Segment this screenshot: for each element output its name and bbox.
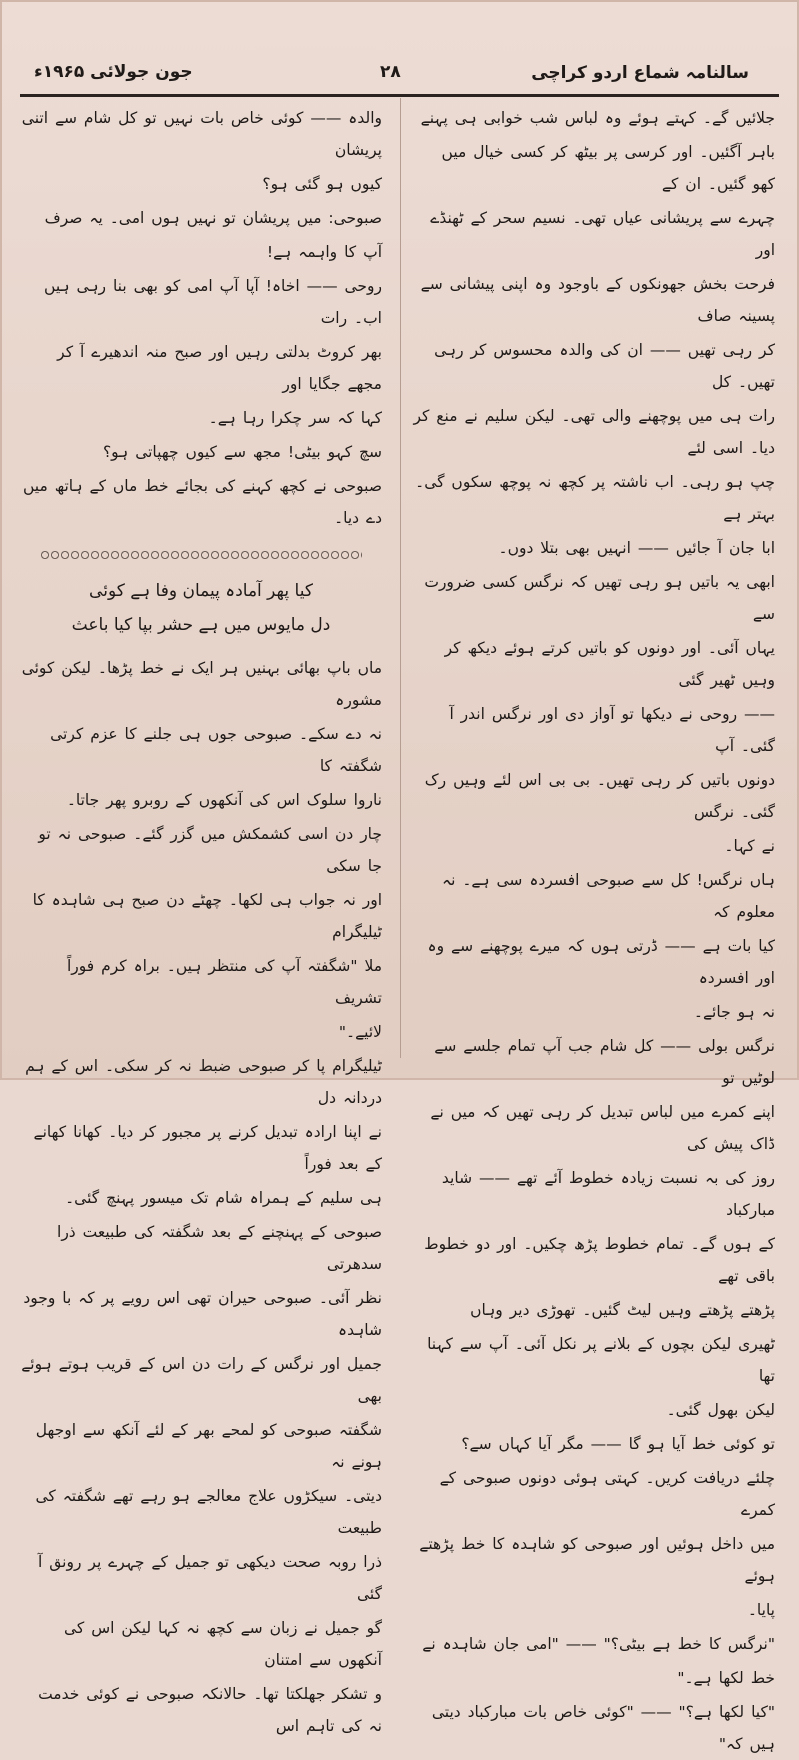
text-line: چار دن اسی کشمکش میں گزر گئے۔ صبوحی نہ تو جا سکی — [38, 825, 382, 875]
text-line: ذرا روبہ صحت دیکھی تو جمیل کے چہرے پر رونق آ گئی — [38, 1553, 382, 1603]
text-line: نرگس بولی —— کل شام جب آپ تمام جلسے سے لوٹیں تو — [434, 1037, 775, 1087]
left-top-text — [20, 102, 382, 534]
text-line: خط لکھا ہے۔" — [677, 1669, 775, 1687]
right-text-column — [413, 102, 775, 1753]
text-line: بھر کروٹ بدلتی رہیں اور صبح منہ اندھیرے آ کر مجھے جگایا اور — [57, 343, 382, 393]
text-line: ابا جان آ جائیں —— انہیں بھی بتلا دوں۔ — [498, 539, 775, 557]
text-line: روز کی بہ نسبت زیادہ خطوط آئے تھے —— شاید مبارکباد — [441, 1169, 775, 1219]
text-line: صبوحی نے کچھ کہنے کی بجائے خط ماں کے ہاتھ میں دے دیا۔ — [22, 477, 382, 527]
text-line: روحی —— اخاہ! آپا آپ امی کو بھی بنا رہی ہیں اب۔ رات — [44, 277, 382, 327]
left-text-column — [20, 102, 382, 1735]
text-line: ٹیلیگرام پا کر صبوحی ضبط نہ کر سکی۔ اس کے ہم دردانہ دل — [25, 1057, 382, 1107]
text-line: کر رہی تھیں —— ان کی والدہ محسوس کر رہی تھیں۔ کل — [434, 341, 775, 391]
text-line: سچ کہو بیٹی! مجھ سے کیوں چھپاتی ہو؟ — [102, 443, 382, 461]
text-line: والدہ —— کوئی خاص بات نہیں تو کل شام سے اتنی پریشان — [21, 109, 382, 159]
text-line: —— روحی نے دیکھا تو آواز دی اور نرگس اندر آ گئی۔ آپ — [449, 705, 775, 755]
magazine-title: سالنامہ شماع اردو کراچی — [531, 63, 749, 83]
poem-line: دل مایوس میں ہے حشر بپا کیا باعث — [71, 615, 331, 635]
text-line: چلئے دریافت کریں۔ کہتی ہوئی دونوں صبوحی کے کمرے — [439, 1469, 775, 1519]
text-line: یہاں آئی۔ اور دونوں کو باتیں کرتے ہوئے دیکھ کر وہیں ٹھیر گئی — [444, 639, 775, 689]
text-line: اور نہ جواب ہی لکھا۔ چھٹے دن صبح ہی شاہدہ کا ٹیلیگرام — [32, 891, 382, 941]
text-line: چہرے سے پریشانی عیاں تھی۔ نسیم سحر کے ٹھنڈے اور — [430, 209, 775, 259]
text-line: "کیا لکھا ہے؟" —— "کوئی خاص بات مبارکباد دیتی ہیں کہ" — [431, 1703, 775, 1753]
text-line: لائیے۔" — [338, 1023, 382, 1041]
text-line: صبوحی: میں پریشان تو نہیں ہوں امی۔ یہ صرف — [44, 209, 382, 227]
text-line: نہ دے سکے۔ صبوحی جوں ہی جلنے کا عزم کرتی شگفتہ کا — [50, 725, 382, 775]
column-divider — [400, 98, 401, 1058]
text-line: ٹھیری لیکن بچوں کے بلانے پر نکل آئی۔ آپ سے کہنا تھا — [427, 1335, 775, 1385]
text-line: لیکن بھول گئی۔ — [666, 1401, 775, 1419]
text-line: ابھی یہ باتیں ہو رہی تھیں کہ نرگس کسی ضرورت سے — [424, 573, 775, 623]
text-line: جمیل اور نرگس کے رات دن اس کے قریب ہوتے ہوئے بھی — [21, 1355, 382, 1405]
poem-line: کیا پھر آمادہ پیمان وفا ہے کوئی — [89, 581, 313, 601]
text-line: ہی سلیم کے ہمراہ شام تک میسور پہنچ گئی۔ — [65, 1189, 382, 1207]
section-separator — [40, 550, 362, 560]
text-line: تو کوئی خط آیا ہو گا —— مگر آیا کہاں سے؟ — [461, 1435, 775, 1453]
text-line: فرحت بخش جھونکوں کے باوجود وہ اپنی پیشانی سے پسینہ صاف — [420, 275, 775, 325]
text-line: گو جمیل نے زبان سے کچھ نہ کہا لیکن اس کی آنکھوں سے امتنان — [63, 1619, 382, 1669]
issue-date: جون جولائی ۱۹۶۵ء — [34, 62, 193, 82]
page-header — [20, 54, 779, 97]
text-line: میں داخل ہوئیں اور صبوحی کو شاہدہ کا خط پڑھتے ہوئے — [419, 1535, 775, 1585]
text-line: آپ کا واہمہ ہے! — [266, 243, 382, 261]
text-line: "نرگس کا خط ہے بیٹی؟" —— "امی جان شاہدہ نے — [422, 1635, 775, 1653]
text-line: پڑھتے پڑھتے وہیں لیٹ گئیں۔ تھوڑی دیر وہاں — [470, 1301, 775, 1319]
text-line: نے کہا۔ — [724, 837, 775, 855]
text-line: ملا "شگفتہ آپ کی منتظر ہیں۔ براہ کرم فوراً تشریف — [67, 957, 382, 1007]
text-line: کے ہوں گے۔ تمام خطوط پڑھ چکیں۔ اور دو خطوط باقی تھے — [424, 1235, 775, 1285]
text-line: ناروا سلوک اس کی آنکھوں کے روبرو پھر جاتا۔ — [66, 791, 382, 809]
text-line: نہ ہو جائے۔ — [693, 1003, 775, 1021]
text-line: جلائیں گے۔ کہتے ہوئے وہ لباس شب خوابی ہی پہنے — [420, 109, 775, 127]
text-line: کہا کہ سر چکرا رہا ہے۔ — [208, 409, 382, 427]
text-line: باہر آگئیں۔ اور کرسی پر بیٹھ کر کسی خیال میں کھو گئیں۔ ان کے — [441, 143, 775, 193]
text-line: اپنے کمرے میں لباس تبدیل کر رہی تھیں کہ میں نے ڈاک پیش کی — [430, 1103, 775, 1153]
text-line: پایا۔ — [747, 1601, 775, 1619]
text-line: و تشکر جھلکتا تھا۔ حالانکہ صبوحی نے کوئی خدمت نہ کی تاہم اس — [38, 1685, 382, 1735]
poem-couplet — [20, 574, 382, 642]
text-line: شگفتہ صبوحی کو لمحے بھر کے لئے آنکھ سے اوجھل ہونے نہ — [35, 1421, 382, 1471]
text-line: صبوحی کے پہنچنے کے بعد شگفتہ کی طبیعت ذرا سدھرتی — [57, 1223, 382, 1273]
text-line: نظر آئی۔ صبوحی حیران تھی اس رویے پر کہ با وجود شاہدہ — [23, 1289, 382, 1339]
text-line: نے اپنا ارادہ تبدیل کرنے پر مجبور کر دیا۔ کھانا کھانے کے بعد فوراً — [33, 1123, 382, 1173]
page-number: ۲۸ — [380, 62, 401, 82]
text-line: کیوں ہو گئی ہو؟ — [262, 175, 382, 193]
text-line: کیا بات ہے —— ڈرتی ہوں کہ میرے پوچھنے سے وہ اور افسردہ — [427, 937, 775, 987]
text-line: چپ ہو رہی۔ اب ناشتہ پر کچھ نہ پوچھ سکوں گی۔ بہتر ہے — [415, 473, 775, 523]
text-line: رات ہی میں پوچھنے والی تھی۔ لیکن سلیم نے منع کر دیا۔ اسی لئے — [413, 407, 775, 457]
left-bottom-text — [20, 652, 382, 1742]
text-line: دونوں باتیں کر رہی تھیں۔ بی بی اس لئے وہیں رک گئی۔ نرگس — [424, 771, 775, 821]
text-line: ماں باپ بھائی بہنیں ہر ایک نے خط پڑھا۔ لیکن کوئی مشورہ — [21, 659, 382, 709]
text-line: ہاں نرگس! کل سے صبوحی افسردہ سی ہے۔ نہ معلوم کہ — [442, 871, 775, 921]
text-line: دیتی۔ سیکڑوں علاج معالجے ہو رہے تھے شگفتہ کی طبیعت — [35, 1487, 382, 1537]
